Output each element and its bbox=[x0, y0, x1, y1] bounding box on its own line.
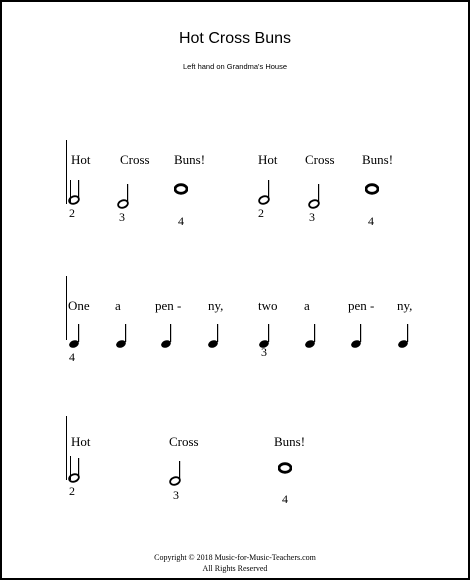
rights-text: All Rights Reserved bbox=[202, 564, 268, 573]
finger-number: 4 bbox=[282, 492, 288, 506]
lyric-line3-2: Cross bbox=[169, 434, 199, 449]
lyric-line2-5: two bbox=[258, 298, 278, 313]
lyric-line1-1: Hot bbox=[71, 152, 91, 167]
half-note bbox=[117, 182, 131, 210]
quarter-note bbox=[350, 322, 364, 350]
lyric-line1-4: Hot bbox=[258, 152, 278, 167]
half-note bbox=[169, 459, 183, 487]
half-note bbox=[68, 456, 82, 484]
finger-number: 2 bbox=[69, 206, 75, 220]
lyric-line3-1: Hot bbox=[71, 434, 91, 449]
lyric-line1-6: Buns! bbox=[362, 152, 394, 167]
lyric-line1-3: Buns! bbox=[174, 152, 206, 167]
finger-number: 4 bbox=[178, 214, 184, 228]
barline-line-2 bbox=[66, 276, 67, 340]
finger-number: 3 bbox=[261, 345, 267, 359]
half-note bbox=[258, 178, 272, 206]
lyric-line1-2: Cross bbox=[120, 152, 150, 167]
finger-number: 3 bbox=[173, 488, 179, 502]
finger-number: 4 bbox=[69, 350, 75, 364]
quarter-note bbox=[207, 322, 221, 350]
lyric-line3-3: Buns! bbox=[274, 434, 306, 449]
song-title: Hot Cross Buns bbox=[178, 30, 292, 47]
lyric-line2-4: ny, bbox=[208, 298, 224, 313]
song-subtitle: Left hand on Grandma's House bbox=[183, 62, 287, 71]
half-note bbox=[68, 178, 82, 206]
copyright-text: Copyright © 2018 Music-for-Music-Teachers.com bbox=[154, 553, 316, 562]
lyric-line2-2: a bbox=[115, 298, 121, 313]
whole-note bbox=[365, 183, 379, 195]
finger-number: 2 bbox=[69, 484, 75, 498]
finger-number: 3 bbox=[309, 210, 315, 224]
quarter-note bbox=[397, 322, 411, 350]
half-note bbox=[308, 182, 322, 210]
lyric-line2-1: One bbox=[68, 298, 90, 313]
lyric-line2-6: a bbox=[304, 298, 310, 313]
barline-line-3 bbox=[66, 416, 67, 480]
whole-note bbox=[278, 462, 292, 474]
quarter-note bbox=[304, 322, 318, 350]
quarter-note bbox=[160, 322, 174, 350]
barline-line-1 bbox=[66, 140, 67, 204]
lyric-line1-5: Cross bbox=[305, 152, 335, 167]
finger-number: 3 bbox=[119, 210, 125, 224]
quarter-note bbox=[68, 322, 82, 350]
finger-number: 2 bbox=[258, 206, 264, 220]
finger-number: 4 bbox=[368, 214, 374, 228]
lyric-line2-3: pen - bbox=[155, 298, 182, 313]
lyric-line2-7: pen - bbox=[348, 298, 375, 313]
quarter-note bbox=[115, 322, 129, 350]
whole-note bbox=[174, 183, 188, 195]
lyric-line2-8: ny, bbox=[397, 298, 413, 313]
